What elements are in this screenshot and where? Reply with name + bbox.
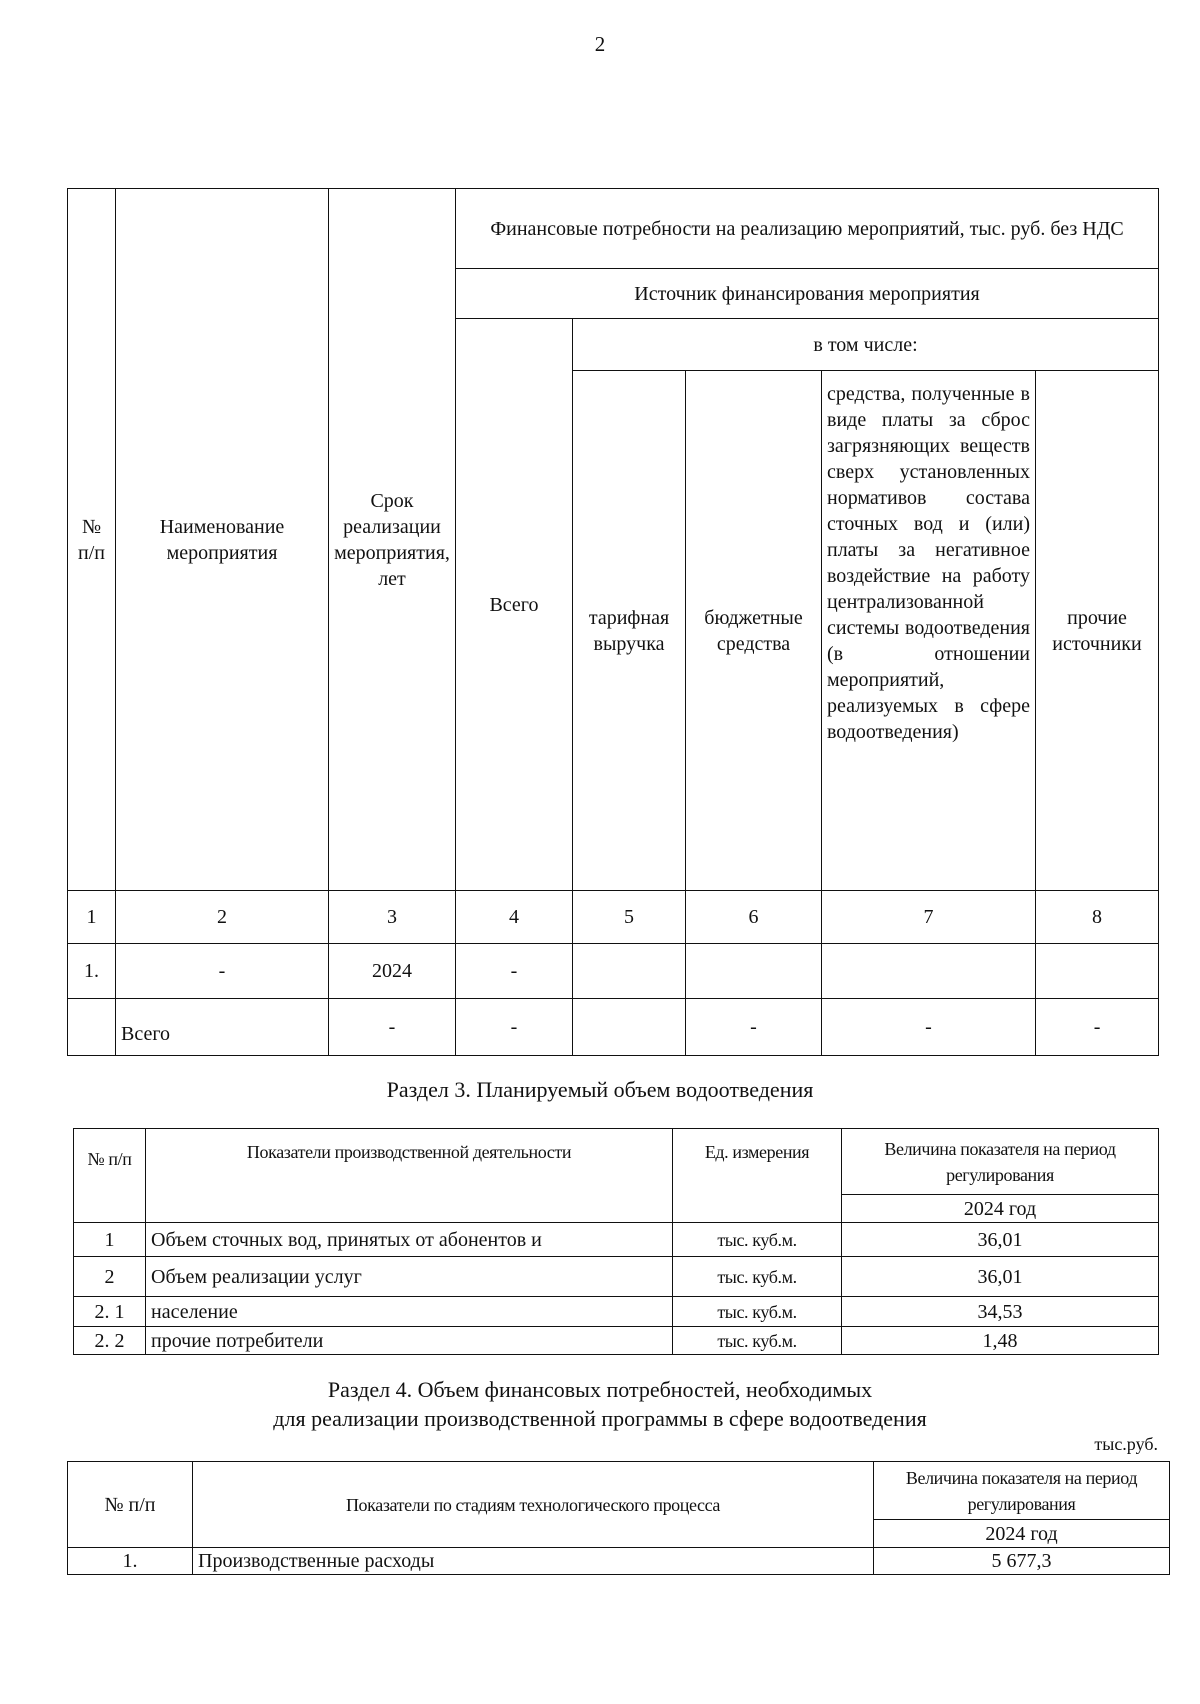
financing-table [67,188,1159,1056]
column-index-row [68,891,1159,944]
funding-source-header: Источник финансирования мероприятия [456,269,1159,319]
row-num: 2 [74,1257,146,1297]
col-tariff-header: тарифная выручка [573,371,686,891]
col-num-header: № п/п [68,1462,193,1548]
index-cell: 2 [116,891,329,944]
table-row [74,1327,1159,1355]
row-indicator: Производственные расходы [193,1548,874,1575]
table-row [68,944,1159,999]
row-num: 1 [74,1223,146,1257]
index-cell: 3 [329,891,456,944]
index-cell: 5 [573,891,686,944]
col-budget-header: бюджетные средства [686,371,822,891]
financial-needs-header: Финансовые потребности на реализацию мероприятий, тыс. руб. без НДС [456,189,1159,269]
row-value: 36,01 [842,1223,1159,1257]
col-num-header: № п/п [74,1129,146,1223]
row-tariff [573,944,686,999]
row-num [68,999,116,1056]
col-term-header: Срок реализации мероприятия, лет [329,189,456,891]
section3-title: Раздел 3. Планируемый объем водоотведения [386,1077,814,1102]
row-value: 1,48 [842,1327,1159,1355]
unit-note: тыс.руб. [1094,1434,1158,1454]
col-name-header: Наименование мероприятия [116,189,329,891]
index-cell: 4 [456,891,573,944]
index-cell: 8 [1036,891,1159,944]
row-term: 2024 [329,944,456,999]
col-unit-header: Ед. измерения [673,1129,842,1223]
row-value: 36,01 [842,1257,1159,1297]
row-total: - [456,999,573,1056]
row-term: - [329,999,456,1056]
row-indicator: население [146,1297,673,1327]
col-year-header: 2024 год [842,1195,1159,1223]
row-unit: тыс. куб.м. [673,1327,842,1355]
row-total: - [456,944,573,999]
row-indicator: Объем реализации услуг [146,1257,673,1297]
table-row-total [68,999,1159,1056]
index-cell: 7 [822,891,1036,944]
index-cell: 1 [68,891,116,944]
row-unit: тыс. куб.м. [673,1297,842,1327]
row-budget [686,944,822,999]
row-unit: тыс. куб.м. [673,1223,842,1257]
row-other: - [1036,999,1159,1056]
row-name: - [116,944,329,999]
row-value: 34,53 [842,1297,1159,1327]
row-indicator: Объем сточных вод, принятых от абонентов и [146,1223,673,1257]
row-num: 1. [68,1548,193,1575]
financial-needs-table [67,1461,1170,1575]
col-fees-header: средства, полученные в виде платы за сброс загрязняющих веществ сверх установленных нормативов состава сточных вод и (или) платы за негативное воздействие на работу централизованной системы водоотведения (в отношении мероприятий, реализуемых в сфере водоотведения) [822,371,1036,891]
section4-title-line1: Раздел 4. Объем финансовых потребностей, необходимых [327,1377,873,1402]
row-name: Всего [116,999,329,1056]
including-header: в том числе: [573,319,1159,371]
row-num: 2. 1 [74,1297,146,1327]
row-num: 2. 2 [74,1327,146,1355]
row-budget: - [686,999,822,1056]
page-number: 2 [594,32,606,56]
col-year-header: 2024 год [874,1520,1170,1548]
col-indicators-header: Показатели производственной деятельности [146,1129,673,1223]
col-total-header: Всего [456,319,573,891]
table-row [68,1548,1170,1575]
table-row [74,1223,1159,1257]
section4-title-line2: для реализации производственной программы в сфере водоотведения [273,1406,927,1431]
col-other-header: прочие источники [1036,371,1159,891]
row-other [1036,944,1159,999]
col-num-header: № п/п [68,189,116,891]
table-row [74,1297,1159,1327]
row-tariff [573,999,686,1056]
col-indicators-header: Показатели по стадиям технологического процесса [193,1462,874,1548]
index-cell: 6 [686,891,822,944]
row-num: 1. [68,944,116,999]
table-row [74,1257,1159,1297]
row-indicator: прочие потребители [146,1327,673,1355]
col-value-header: Величина показателя на период регулирования [842,1129,1159,1195]
row-value: 5 677,3 [874,1548,1170,1575]
row-unit: тыс. куб.м. [673,1257,842,1297]
wastewater-volume-table [73,1128,1159,1355]
row-fees [822,944,1036,999]
row-fees: - [822,999,1036,1056]
col-value-header: Величина показателя на период регулирования [874,1462,1170,1520]
